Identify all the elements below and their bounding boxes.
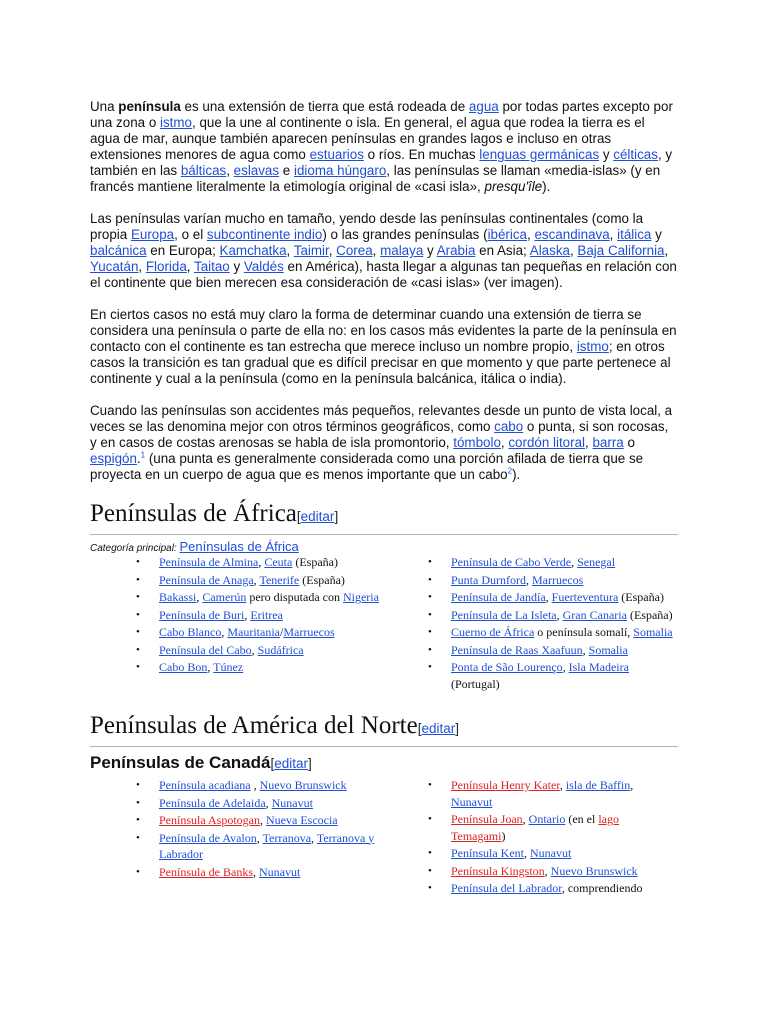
link-malaya[interactable]: malaya [380,243,424,258]
africa-left-list [90,554,382,676]
text: , y también en las [90,147,673,178]
text: , [372,243,381,258]
canada-left-column [90,777,382,898]
link-escandinava[interactable]: escandinava [534,227,610,242]
list-item-link[interactable]: Península de Almina [159,555,259,569]
list-item-link[interactable]: Marruecos [532,572,584,587]
list-item [382,880,674,897]
list-item-link[interactable]: Península del Cabo [159,642,252,657]
category-label: Categoría principal: [90,543,177,554]
definition-paragraph [90,307,678,387]
bracket: ] [334,509,339,524]
list-item-link[interactable]: Marruecos [283,625,335,639]
list-item-link[interactable]: Fuerteventura [551,590,619,604]
text: , [664,243,669,258]
list-item-link[interactable]: Ontario [528,812,566,826]
list-item [90,795,382,812]
list-item-link[interactable]: Península de Cabo Verde [451,555,572,569]
canada-left-list [90,777,382,880]
list-item-text: , [258,555,265,569]
link-baja-california[interactable]: Baja California [577,243,665,258]
text: (una punta es generalmente considerada como una porción afilada de tierra que se proyecta en un cuerpo de agua que es menos importante que un cabo [90,451,644,482]
list-item-link[interactable]: Nunavut [451,794,493,809]
link-balticas[interactable]: bálticas [180,163,227,178]
list-item-link[interactable]: Ceuta [264,555,293,569]
list-item [382,589,674,606]
list-item-link[interactable]: Nuevo Brunswick [550,863,638,878]
link-espigon[interactable]: espigón [90,451,137,466]
list-item-text: ) [501,828,506,843]
africa-right-list [382,554,674,692]
list-item-text: (en el [565,812,599,826]
link-istmo[interactable]: istmo [160,115,192,130]
text: , [226,163,234,178]
list-item-text: / [279,625,284,639]
list-item [90,554,382,571]
list-item [382,554,674,571]
list-item-link[interactable]: Península de La Isleta [451,607,557,622]
link-yucatan[interactable]: Yucatán [90,259,139,274]
list-item-link[interactable]: Ponta de São Lourenço [451,660,563,674]
text: . [136,451,141,466]
list-item-link[interactable]: Península de Avalon [159,830,257,845]
list-item-text: , [196,590,203,604]
footnote-ref-2[interactable]: 2 [507,466,513,476]
list-item [382,659,674,692]
link-kamchatka[interactable]: Kamchatka [219,243,287,258]
list-item-text: o península somalí, [534,625,634,639]
list-item-text: , [562,660,569,674]
list-item-link[interactable]: Península Kent [451,846,524,860]
category-link[interactable]: Penínsulas de África [179,539,299,554]
list-item-link[interactable]: Península Henry Kater [451,778,560,792]
list-item-link[interactable]: Mauritania [227,625,280,639]
heading-title: Penínsulas de Canadá [90,753,271,772]
text: , [328,243,337,258]
text: , o el [174,227,207,242]
list-item-text: (España) [618,590,664,604]
text: en Asia; [475,243,530,258]
link-istmo-2[interactable]: istmo [576,339,609,354]
bracket: [ [417,721,422,736]
text: en América), hasta llegar a algunas tan pequeñas en relación con el continente que bien merecen esa consideración de «casi islas» (ver imagen). [90,259,677,290]
list-item-link[interactable]: Península de Anaga [159,572,254,587]
size-paragraph [90,211,678,291]
link-cordon-litoral[interactable]: cordón litoral [508,435,586,450]
intro-paragraph [90,99,678,195]
list-item [90,572,382,589]
terms-paragraph [90,403,678,483]
link-italica[interactable]: itálica [617,227,652,242]
list-item-text: , [260,813,266,827]
list-item-link[interactable]: Península del Labrador [451,881,562,895]
list-item-text: (España) [299,572,345,587]
canada-right-column [382,777,674,898]
list-item-text: , [556,607,563,622]
list-item-link[interactable]: Nueva Escocia [266,813,338,827]
list-item-link[interactable]: Bakassi [159,590,197,604]
list-item-text: , [253,572,260,587]
link-subcontinente-indio[interactable]: subcontinente indio [206,227,323,242]
list-item-link[interactable]: Isla Madeira [568,660,629,674]
link-tombolo[interactable]: tómbolo [453,435,501,450]
link-taimir[interactable]: Taimir [293,243,329,258]
heading-canada [90,753,678,773]
link-celticas[interactable]: célticas [613,147,658,162]
list-item-link[interactable]: Península acadiana [159,778,251,792]
list-item-text: (España) [292,555,338,569]
link-taitao[interactable]: Taitao [194,259,230,274]
list-item-link[interactable]: Eritrea [250,607,283,622]
bracket: ] [308,756,312,771]
text: , [569,243,578,258]
list-item-link[interactable]: Cabo Blanco [159,625,222,639]
text: , que la une al continente o isla. En general, el agua que rodea la tierra es el agua de mar, aunque también aparecen penínsulas en grandes lagos e incluso en otras extensiones menores de agua como [90,115,645,162]
text: , [286,243,294,258]
list-item-text: , [253,864,259,879]
link-agua[interactable]: agua [468,99,499,114]
list-item-link[interactable]: Túnez [213,660,244,674]
text: En ciertos casos no está muy claro la forma de determinar cuando una extensión de tierra se considera una península o parte de ella no: en los casos más evidentes la parte de la península en contacto con el continente es tan estrecha que merece incluso un nombre propio, [90,307,677,354]
link-eslavas[interactable]: eslavas [233,163,280,178]
list-item [382,607,674,624]
list-item-link[interactable]: Península de Jandía [451,590,546,604]
text: ) o las grandes penínsulas ( [322,227,488,242]
link-corea[interactable]: Corea [336,243,373,258]
edit-link[interactable]: editar [421,721,456,736]
bracket: [ [296,509,301,524]
link-balcanica[interactable]: balcánica [90,243,147,258]
bold-term: península [118,99,181,114]
list-item [90,624,382,641]
text: o ríos. En muchas [363,147,480,162]
list-item [90,777,382,794]
list-item-link[interactable]: Nuevo Brunswick [259,778,347,792]
link-iberica[interactable]: ibérica [487,227,528,242]
list-item-text: , [544,863,551,878]
africa-list [90,554,678,693]
text: ). [512,467,521,482]
category-line [90,539,678,554]
list-item-text: , [630,778,634,792]
text: Las penínsulas varían mucho en tamaño, yendo desde las penínsulas continentales (como la propia [90,211,644,242]
africa-left-column [90,554,382,693]
list-item [90,607,382,624]
list-item-text: , [311,830,317,845]
list-item-text: , [582,642,589,657]
text: en Europa; [146,243,220,258]
heading-title: Penínsulas de América del Norte [90,712,418,739]
article-content [90,99,678,898]
heading-america-norte [90,711,678,747]
list-item-link[interactable]: Nunavut [259,864,301,879]
text: y [229,259,244,274]
list-item-link[interactable]: Península de Adelaida [159,795,266,810]
list-item-link[interactable]: Nunavut [530,846,572,860]
text: , [527,227,535,242]
list-item-text: , [522,812,529,826]
list-item [382,572,674,589]
text: , [186,259,194,274]
list-item-link[interactable]: isla de Baffin [565,778,631,792]
list-item-text: , [571,555,578,569]
list-item-text: , [221,625,228,639]
list-item-text: , [559,778,566,792]
list-item-text: , [251,642,258,657]
heading-africa [90,499,678,535]
list-item [90,642,382,659]
list-item-text: , comprendiendo [561,881,643,895]
list-item-link[interactable]: Cuerno de África [451,625,535,639]
list-item-link[interactable]: Península Kingston [451,863,545,878]
list-item-link[interactable]: Península de Banks [159,864,253,879]
list-item [90,864,382,881]
list-item [382,642,674,659]
footnote-ref-1[interactable]: 1 [140,450,146,460]
bracket: [ [270,756,275,771]
list-item-link[interactable]: Terranova y Labrador [159,830,375,861]
text: o [623,435,635,450]
list-item-text: , [265,795,272,810]
list-item-text: (España) [626,607,673,622]
list-item-link[interactable]: Nunavut [271,795,313,810]
list-item-text: pero disputada con [246,590,343,604]
list-item [90,812,382,829]
list-item-text: , [244,607,251,622]
text: , [500,435,509,450]
list-item-link[interactable]: Senegal [577,555,616,569]
list-item-link[interactable]: Gran Canaria [562,607,627,622]
text: , [138,259,146,274]
text: Una [90,99,119,114]
canada-list [90,777,678,898]
link-estuarios[interactable]: estuarios [309,147,364,162]
list-item-text: , [545,590,552,604]
africa-right-column [382,554,674,693]
text: y [651,227,662,242]
list-item-link[interactable]: Terranova [262,830,312,845]
list-item-link[interactable]: Punta Durnford [451,572,526,587]
text: , las penínsulas se llaman «media-islas» (y en francés mantiene literalmente la etimología original de «casi isla», [90,163,661,194]
list-item-link[interactable]: Península Joan [451,812,523,826]
list-item-link[interactable]: Camerún [202,590,247,604]
list-item-link[interactable]: Península de Raas Xaafuun [451,642,583,657]
list-item-link[interactable]: Sudáfrica [257,642,304,657]
list-item-text: , [256,830,263,845]
list-item-link[interactable]: Cabo Bon [159,660,208,674]
list-item [382,777,674,810]
edit-link-wrapper [297,509,338,524]
text: Cuando las penínsulas son accidentes más pequeños, relevantes desde un punto de vista local, a veces se las denomina mejor con otros términos geográficos, como [90,403,673,434]
text: e [279,163,294,178]
text: o punta, si son rocosas, y en casos de costas arenosas se habla de isla promontorio, [90,419,669,450]
text: y [599,147,614,162]
text: ; en otros casos la transición es tan gradual que es difícil precisar en que momento y que parte pertenece al continente y cual a la península (como en la península balcánica, itálica o india). [90,339,671,386]
link-valdes[interactable]: Valdés [243,259,284,274]
edit-link[interactable]: editar [274,756,308,771]
list-item-link[interactable]: Somalia [633,625,673,639]
list-item-text: , [526,572,532,587]
list-item-link[interactable]: Nigeria [342,590,379,604]
link-alaska[interactable]: Alaska [529,243,570,258]
edit-link-wrapper [270,756,311,771]
text: , [609,227,618,242]
list-item-link[interactable]: Tenerife [259,572,300,587]
list-item-link[interactable]: lago Temagami [451,812,619,843]
list-item [382,863,674,880]
text: ). [542,179,551,194]
link-arabia[interactable]: Arabia [436,243,476,258]
edit-link[interactable]: editar [300,509,335,524]
link-lenguas-germanicas[interactable]: lenguas germánicas [479,147,600,162]
list-item-link[interactable]: Península Aspotogan [159,813,260,827]
list-item-text: , [524,846,530,860]
list-item [382,845,674,862]
canada-right-list [382,777,674,897]
text: y [423,243,437,258]
heading-title: Penínsulas de África [90,500,297,527]
link-cabo[interactable]: cabo [494,419,524,434]
list-item [90,830,382,863]
list-item [90,589,382,606]
edit-link-wrapper [418,721,459,736]
list-item [382,624,674,641]
link-florida[interactable]: Florida [145,259,187,274]
link-europa[interactable]: Europa [130,227,175,242]
list-item [382,811,674,844]
bracket: ] [455,721,459,736]
list-item-link[interactable]: Somalia [588,642,628,657]
link-idioma-hungaro[interactable]: idioma húngaro [293,163,387,178]
list-item-text: , [207,660,214,674]
list-item-text: , [250,778,260,792]
text: , [585,435,593,450]
list-item-link[interactable]: Península de Buri [159,607,245,622]
link-barra[interactable]: barra [592,435,624,450]
italic-term: presqu'île [484,179,543,194]
list-item [90,659,382,676]
text: por todas partes excepto por una zona o [90,99,673,130]
list-item-text: (Portugal) [451,676,500,691]
text: es una extensión de tierra que está rodeada de [180,99,469,114]
